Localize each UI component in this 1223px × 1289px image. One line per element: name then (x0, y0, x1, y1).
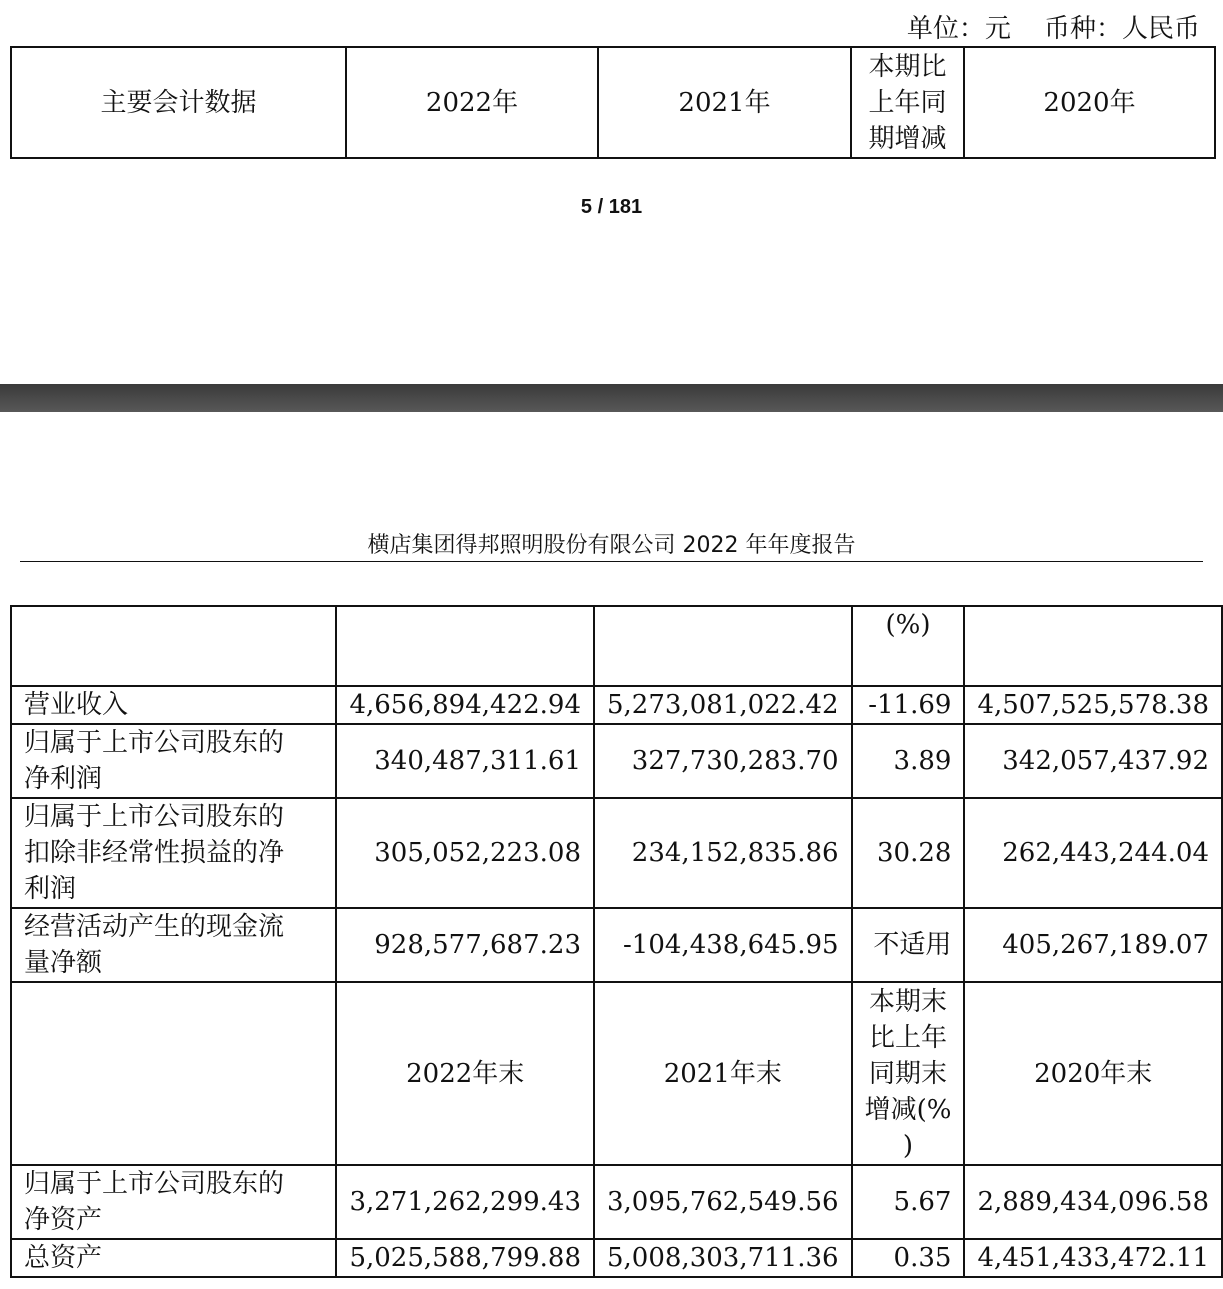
header-row (11, 47, 1215, 158)
page-number: 5 / 181 (580, 196, 643, 218)
header-continuation-row (11, 606, 1222, 686)
value-2020-end: 4,451,433,472.11 (964, 1239, 1222, 1277)
value-2020: 405,267,189.07 (964, 908, 1222, 982)
value-change: 0.35 (852, 1239, 965, 1277)
value-2020: 4,507,525,578.38 (964, 686, 1222, 724)
table-row (11, 724, 1222, 798)
cell-empty (964, 606, 1222, 686)
table-row (11, 1165, 1222, 1239)
value-change: 5.67 (852, 1165, 965, 1239)
table-row (11, 798, 1222, 908)
table-row (11, 908, 1222, 982)
pct-unit: (%) (852, 606, 965, 686)
page-divider (0, 384, 1223, 412)
accounting-data-table (10, 605, 1223, 1278)
row-label-net-assets: 归属于上市公司股东的 净资产 (11, 1165, 336, 1239)
header-2020: 2020年 (964, 47, 1215, 158)
cell-empty (594, 606, 852, 686)
header-2022-end: 2022年末 (336, 982, 594, 1165)
value-change: -11.69 (852, 686, 965, 724)
currency-label: 币种：人民币 (1043, 14, 1200, 44)
header-rule (20, 561, 1203, 562)
table-row (11, 686, 1222, 724)
accounting-data-header-table (10, 46, 1216, 159)
row-label-total-assets: 总资产 (11, 1239, 336, 1277)
header-main-accounting-data: 主要会计数据 (11, 47, 346, 158)
cell-empty (11, 982, 336, 1165)
value-change: 30.28 (852, 798, 965, 908)
value-2022: 4,656,894,422.94 (336, 686, 594, 724)
table-row (11, 1239, 1222, 1277)
value-2022-end: 3,271,262,299.43 (336, 1165, 594, 1239)
unit-currency-line (0, 8, 1200, 45)
value-change: 不适用 (852, 908, 965, 982)
value-2020: 342,057,437.92 (964, 724, 1222, 798)
report-header: 横店集团得邦照明股份有限公司 2022 年年度报告 (367, 533, 856, 558)
row-label-net-profit: 归属于上市公司股东的 净利润 (11, 724, 336, 798)
row-label-deducted-net-profit: 归属于上市公司股东的 扣除非经常性损益的净 利润 (11, 798, 336, 908)
value-2021-end: 3,095,762,549.56 (594, 1165, 852, 1239)
value-2020: 262,443,244.04 (964, 798, 1222, 908)
value-change: 3.89 (852, 724, 965, 798)
header-yoy-change: 本期比 上年同 期增减 (851, 47, 964, 158)
value-2020-end: 2,889,434,096.58 (964, 1165, 1222, 1239)
row-label-revenue: 营业收入 (11, 686, 336, 724)
value-2022: 928,577,687.23 (336, 908, 594, 982)
header-2022: 2022年 (346, 47, 598, 158)
value-2021: 5,273,081,022.42 (594, 686, 852, 724)
value-2021: -104,438,645.95 (594, 908, 852, 982)
unit-label: 单位：元 (906, 14, 1011, 44)
cell-empty (11, 606, 336, 686)
header-2021: 2021年 (598, 47, 851, 158)
period-end-header-row (11, 982, 1222, 1165)
header-period-end-change: 本期末 比上年 同期末 增减(% ) (852, 982, 965, 1165)
header-2020-end: 2020年末 (964, 982, 1222, 1165)
value-2021: 234,152,835.86 (594, 798, 852, 908)
header-2021-end: 2021年末 (594, 982, 852, 1165)
value-2021-end: 5,008,303,711.36 (594, 1239, 852, 1277)
value-2022: 340,487,311.61 (336, 724, 594, 798)
value-2022: 305,052,223.08 (336, 798, 594, 908)
value-2021: 327,730,283.70 (594, 724, 852, 798)
cell-empty (336, 606, 594, 686)
value-2022-end: 5,025,588,799.88 (336, 1239, 594, 1277)
row-label-operating-cash-flow: 经营活动产生的现金流 量净额 (11, 908, 336, 982)
